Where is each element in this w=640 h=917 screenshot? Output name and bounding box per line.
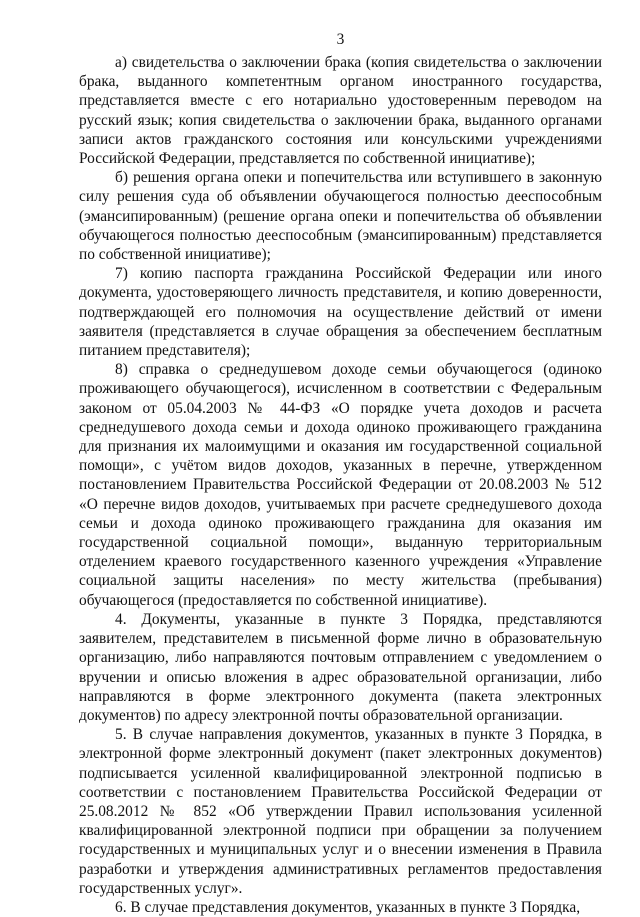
paragraph-submission-methods: 4. Документы, указанные в пункте 3 Порядка, представляются заявителем, представителем в письменной форме лично в образовательную организацию, либо направляются почтовым отправлением с уведомлением о вручении и описью вложения в адрес образовательной организации, либо направляются в форме электронного документа (пакета электронных документов) по адресу электронной почты образовательной организации. xyxy=(79,610,602,724)
page-number: 3 xyxy=(336,31,345,48)
paragraph-passport-copy: 7) копию паспорта гражданина Российской Федерации или иного документа, удостоверяющего личность представителя, и копию доверенности, подтверждающей его полномочия на осуществление действий от имени заявителя (представляется в случае обращения за обеспечением бесплатным питанием представителя); xyxy=(79,265,602,360)
paragraph-guardianship-decision: б) решения органа опеки и попечительства или вступившего в законную силу решения суда об объявлении обучающегося полностью дееспособным (эмансипированным) (решение органа опеки и попечительства об объявлении обучающегося полностью дееспособным (эмансипированным) представляется по собственной инициативе); xyxy=(79,169,602,264)
paragraph-electronic-signature: 5. В случае направления документов, указанных в пункте 3 Порядка, в электронной форме электронный документ (пакет электронных документов) подписывается усиленной квалифицированной электронной подписью в соответствии с постановлением Правительства Российской Федерации от 25.08.2012 № 852 «Об утверждении Правил использования усиленной квалифицированной электронной подписи при обращении за получением государственных и муниципальных услуг и о внесении изменения в Правила разработки и утверждения административных регламентов предоставления государственных услуг». xyxy=(79,726,602,897)
paragraph-marriage-certificate: а) свидетельства о заключении брака (копия свидетельства о заключении брака, выданного компетентным органом иностранного государства, представляется вместе с его нотариально удостоверенным переводом на русский язык; копия свидетельства о заключении брака, выданного органами записи актов гражданского состояния или консульскими учреждениями Российской Федерации, представляется по собственной инициативе); xyxy=(79,54,602,168)
paragraph-income-certificate: 8) справка о среднедушевом доходе семьи обучающегося (одиноко проживающего обучающегося), исчисленном в соответствии с Федеральным законом от 05.04.2003 № 44-ФЗ «О порядке учета доходов и расчета среднедушевого дохода семьи и дохода одиноко проживающего гражданина для признания их малоимущими и оказания им государственной социальной помощи», с учётом видов доходов, указанных в перечне, утвержденном постановлением Правительства Российской Федерации от 20.08.2003 № 512 «О перечне видов доходов, учитываемых при расчете среднедушевого дохода семьи и дохода одиноко проживающего гражданина для оказания им государственной социальной помощи», выданную территориальным отделением краевого государственного казенного учреждения «Управление социальной защиты населения» по месту жительства (пребывания) обучающегося (предоставляется по собственной инициативе). xyxy=(79,361,602,609)
paragraph-document-submission: 6. В случае представления документов, указанных в пункте 3 Порядка, xyxy=(115,898,581,916)
